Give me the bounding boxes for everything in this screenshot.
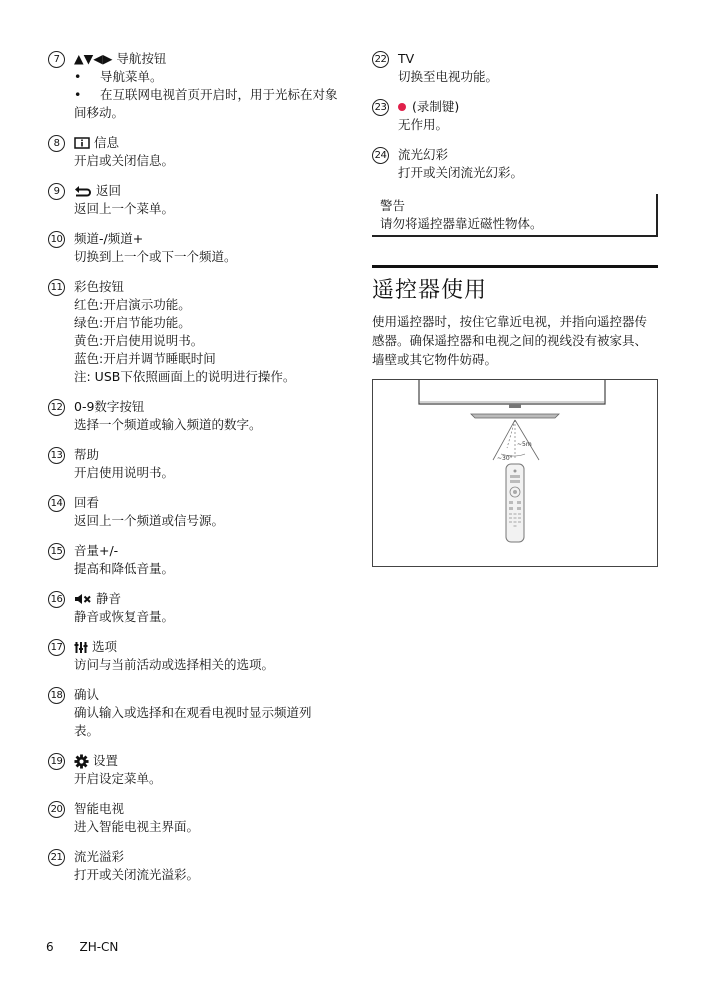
item-line: 黄色:开启使用说明书。 xyxy=(74,333,204,348)
item-number: 18 xyxy=(48,687,65,704)
item-title: (录制键) xyxy=(412,99,460,114)
item-line: 蓝色:开启并调节睡眠时间 xyxy=(74,351,216,366)
item-number: 15 xyxy=(48,543,65,560)
section-body: 使用遥控器时，按住它靠近电视，并指向遥控器传感器。确保遥控器和电视之间的视线没有被家具、墙壁或其它物件妨碍。 xyxy=(372,314,648,367)
item-number: 12 xyxy=(48,399,65,416)
item-title: 彩色按钮 xyxy=(74,279,125,294)
item-title: 静音 xyxy=(96,591,122,606)
item-desc: 切换到上一个或下一个频道。 xyxy=(74,249,237,264)
item-number: 10 xyxy=(48,231,65,248)
item-20 xyxy=(48,800,338,836)
left-column xyxy=(48,50,338,896)
record-icon xyxy=(398,103,406,111)
back-icon xyxy=(74,185,92,197)
bullet-line: • 导航菜单。 xyxy=(74,69,163,84)
item-desc: 打开或关闭流光溢彩。 xyxy=(74,867,200,882)
item-desc: 开启或关闭信息。 xyxy=(74,153,175,168)
item-number: 16 xyxy=(48,591,65,608)
info-icon xyxy=(74,137,90,149)
item-21 xyxy=(48,848,338,884)
item-title: 信息 xyxy=(94,135,120,150)
item-desc: 开启使用说明书。 xyxy=(74,465,175,480)
warning-heading: 警告 xyxy=(380,198,406,213)
item-desc: 选择一个频道或输入频道的数字。 xyxy=(74,417,262,432)
item-number: 20 xyxy=(48,801,65,818)
item-17 xyxy=(48,638,338,674)
item-13 xyxy=(48,446,338,482)
item-number: 9 xyxy=(48,183,65,200)
warning-box xyxy=(372,194,658,237)
item-number: 13 xyxy=(48,447,65,464)
item-title: 音量+/- xyxy=(74,543,119,558)
item-title: 帮助 xyxy=(74,447,100,462)
item-desc: 无作用。 xyxy=(398,117,449,132)
distance-label: ~5m xyxy=(517,441,532,448)
item-line: 绿色:开启节能功能。 xyxy=(74,315,191,330)
item-desc: 切换至电视功能。 xyxy=(398,69,499,84)
item-number: 14 xyxy=(48,495,65,512)
item-9 xyxy=(48,182,338,218)
item-title: 选项 xyxy=(92,639,118,654)
item-desc: 开启设定菜单。 xyxy=(74,771,162,786)
item-desc: 静音或恢复音量。 xyxy=(74,609,175,624)
item-title: 确认 xyxy=(74,687,100,702)
item-title: 返回 xyxy=(96,183,122,198)
item-desc: 提高和降低音量。 xyxy=(74,561,175,576)
item-title: 0-9数字按钮 xyxy=(74,399,145,414)
remote-control xyxy=(506,464,524,542)
item-desc: 返回上一个频道或信号源。 xyxy=(74,513,225,528)
mute-icon xyxy=(74,593,92,605)
item-desc: 打开或关闭流光幻彩。 xyxy=(398,165,524,180)
language-code: ZH-CN xyxy=(79,940,119,954)
item-desc: 返回上一个菜单。 xyxy=(74,201,175,216)
item-desc: 进入智能电视主界面。 xyxy=(74,819,200,834)
section-divider xyxy=(372,265,658,268)
item-23 xyxy=(372,98,658,134)
right-column xyxy=(372,50,658,567)
item-11 xyxy=(48,278,338,386)
item-8 xyxy=(48,134,338,170)
angle-label: ~30° xyxy=(497,455,513,462)
item-desc: 确认输入或选择和在观看电视时显示频道列表。 xyxy=(74,705,312,738)
item-title: ▲▼◀▶ 导航按钮 xyxy=(74,51,167,66)
page-footer xyxy=(46,940,140,954)
item-number: 23 xyxy=(372,99,389,116)
bullet-line: • 在互联网电视首页开启时，用于光标在对象间移动。 xyxy=(74,87,338,120)
item-24 xyxy=(372,146,658,182)
item-title: TV xyxy=(398,51,415,66)
options-icon xyxy=(74,641,88,654)
item-line: 红色:开启演示功能。 xyxy=(74,297,191,312)
item-10 xyxy=(48,230,338,266)
item-number: 21 xyxy=(48,849,65,866)
item-number: 11 xyxy=(48,279,65,296)
item-title: 智能电视 xyxy=(74,801,125,816)
item-number: 17 xyxy=(48,639,65,656)
remote-usage-figure xyxy=(372,379,658,567)
item-22 xyxy=(372,50,658,86)
page-number: 6 xyxy=(46,940,54,954)
warning-text: 请勿将遥控器靠近磁性物体。 xyxy=(380,216,543,231)
tv-remote-illustration xyxy=(373,380,657,566)
item-number: 7 xyxy=(48,51,65,68)
item-title: 流光幻彩 xyxy=(398,147,449,162)
settings-icon xyxy=(74,754,89,769)
item-15 xyxy=(48,542,338,578)
item-number: 19 xyxy=(48,753,65,770)
item-7 xyxy=(48,50,338,122)
item-number: 8 xyxy=(48,135,65,152)
item-title: 流光溢彩 xyxy=(74,849,125,864)
item-desc: 访问与当前活动或选择相关的选项。 xyxy=(74,657,275,672)
item-line: 注: USB下依照画面上的说明进行操作。 xyxy=(74,369,296,384)
item-16 xyxy=(48,590,338,626)
item-14 xyxy=(48,494,338,530)
item-title: 频道-/频道+ xyxy=(74,231,144,246)
item-title: 设置 xyxy=(93,753,119,768)
item-number: 24 xyxy=(372,147,389,164)
item-title: 回看 xyxy=(74,495,100,510)
item-18 xyxy=(48,686,338,740)
item-12 xyxy=(48,398,338,434)
section-title: 遥控器使用 xyxy=(372,278,488,303)
item-number: 22 xyxy=(372,51,389,68)
item-19 xyxy=(48,752,338,788)
